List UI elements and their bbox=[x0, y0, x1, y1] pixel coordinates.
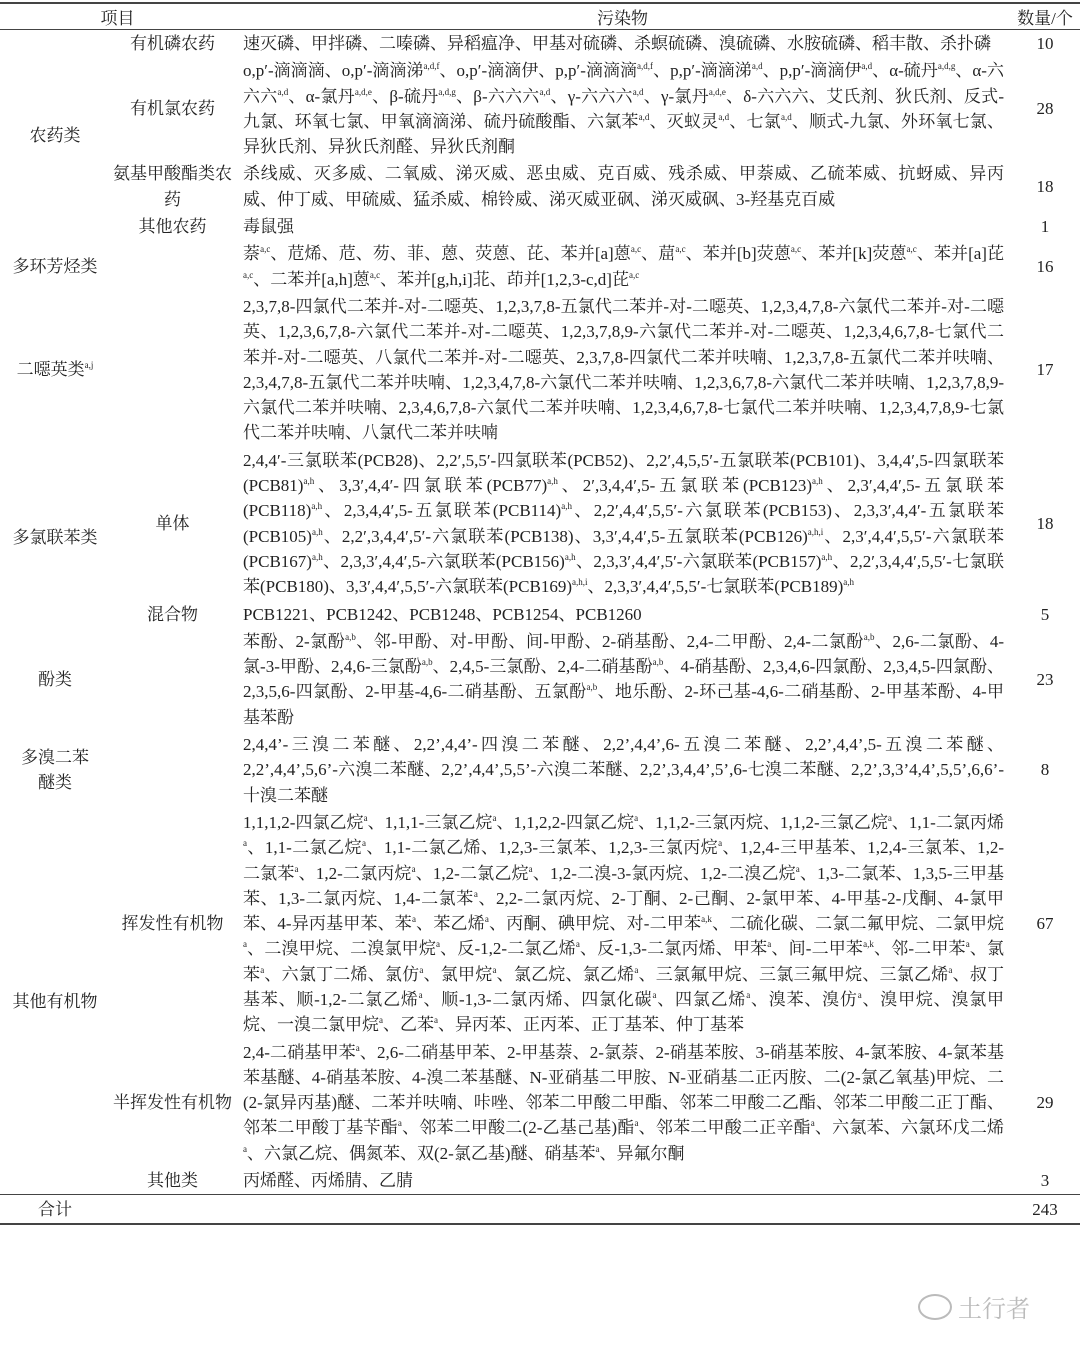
table-row bbox=[0, 731, 1080, 809]
pollutant-list: 2,4,4’-三溴二苯醚、2,2’,4,4’-四溴二苯醚、2,2’,4,4’,6-五溴二苯醚、2,2’,4,4’,5-五溴二苯醚、2,2’,4,4’,5,6’-六溴二苯醚、2,2’,4,4’,5,5’-六溴二苯醚、2,2’,3,4,4’,5’,6-七溴二苯醚、2,2’,3,3’4,4’,5,5’,6,6’-十溴二苯醚 bbox=[243, 735, 1004, 805]
footnote-marker: a,k bbox=[863, 939, 874, 950]
footnote-marker: a bbox=[379, 1015, 383, 1026]
count-cell: 67 bbox=[1036, 914, 1054, 934]
footnote-marker: a,h bbox=[311, 551, 323, 562]
footnote-marker: a,d bbox=[751, 61, 763, 72]
footnote-marker: a bbox=[767, 939, 772, 950]
count-cell: 3 bbox=[1040, 1171, 1050, 1191]
footnote-marker: a,d,g bbox=[937, 61, 956, 72]
footnote-marker: a,h bbox=[821, 551, 833, 562]
category-cell: 多氯联苯类 bbox=[12, 527, 98, 547]
footnote-marker: a,d bbox=[632, 86, 644, 97]
footnote-marker: a bbox=[363, 812, 368, 823]
total-label: 合计 bbox=[38, 1199, 72, 1219]
footnote-marker: a,c bbox=[675, 244, 686, 255]
table-row bbox=[0, 293, 1080, 447]
footnote-marker: a bbox=[746, 989, 751, 1000]
footnote-marker: a bbox=[810, 1118, 815, 1129]
subcategory-cell: 挥发性有机物 bbox=[121, 914, 224, 934]
footnote-marker: a,c bbox=[260, 244, 271, 255]
footnote-marker: a,h bbox=[547, 476, 558, 487]
table-row bbox=[0, 1167, 1080, 1195]
pollutant-list: 2,3,7,8-四氯代二苯并-对-二噁英、1,2,3,7,8-五氯代二苯并-对-二噁英、1,2,3,4,7,8-六氯代二苯并-对-二噁英、1,2,3,6,7,8-六氯代二苯并-对-二噁英、1,2,3,7,8,9-六氯代二苯并-对-二噁英、1,2,3,4,6,7,8-七氯代二苯并-对-二噁英、八氯代二苯并-对-二噁英、2,3,7,8-四氯代二苯并呋喃、1,2,3,7,8-五氯代二苯并呋喃、2,3,4,7,8-五氯代二苯并呋喃、1,2,3,4,7,8-六氯代二苯并呋喃、1,2,3,6,7,8-六氯代二苯并呋喃、1,2,3,7,8,9-六氯代二苯并呋喃、2,3,4,6,7,8-六氯代二苯并呋喃、1,2,3,4,6,7,8-七氯代二苯并呋喃、1,2,3,4,7,8,9-七氯代二苯并呋喃、八氯代二苯并呋喃 bbox=[243, 296, 1004, 443]
footnote-marker: a bbox=[411, 863, 416, 874]
footnote-marker: a bbox=[397, 1118, 402, 1129]
footnote-marker: a bbox=[634, 812, 639, 823]
footnote-marker: a bbox=[492, 964, 497, 975]
count-cell: 5 bbox=[1040, 604, 1050, 624]
count-cell: 1 bbox=[1040, 217, 1050, 237]
table-row bbox=[0, 447, 1080, 601]
category-cell: 酚类 bbox=[38, 669, 72, 689]
count-cell: 18 bbox=[1036, 177, 1054, 197]
footnote-marker: a,d bbox=[861, 61, 873, 72]
count-cell: 18 bbox=[1036, 513, 1054, 533]
subcategory-cell: 其他类 bbox=[147, 1171, 198, 1191]
footnote-marker: a bbox=[652, 989, 657, 1000]
count-cell: 16 bbox=[1036, 257, 1054, 277]
subcategory-cell bbox=[110, 293, 235, 447]
count-cell: 8 bbox=[1040, 760, 1050, 780]
footnote-marker: a bbox=[634, 964, 639, 975]
footnote-marker: a bbox=[355, 1042, 360, 1053]
footnote-marker: a bbox=[260, 964, 265, 975]
count-cell: 17 bbox=[1036, 360, 1054, 380]
table-header-row bbox=[0, 3, 1080, 30]
pollutant-list: 1,1,1,2-四氯乙烷$^a$、1,1,1-三氯乙烷$^a$、1,1,2,2-四氯乙烷$^a$、1,1,2-三氯丙烷、1,1,2-三氯乙烷$^a$、1,1-二氯丙烯$^a$、1,1-二氯乙烷$^a$、1,1-二氯乙烯、1,2,3-三氯苯、1,2,3-三氯丙烷$^a$、1,2,4-三甲基苯、1,2,4-三氯苯、1,2-二氯苯$^a$、1,2-二氯丙烷$^a$、1,2-二氯乙烷$^a$、1,2-二溴-3-氯丙烷、1,2-二溴乙烷$^a$、1,3-二氯苯、1,3,5-三甲基苯、1,3-二氯丙烷、1,4-二氯苯$^a$、2,2-二氯丙烷、2-丁酮、2-己酮、2-氯甲苯、4-甲基-2-戊酮、4-氯甲苯、4-异丙基甲苯、苯$^a$、苯乙烯$^a$、丙酮、碘甲烷、对-二甲苯$^{a,k}$、二硫化碳、二氯二氟甲烷、二氯甲烷$^a$、二溴甲烷、二溴氯甲烷$^a$、反-1,2-二氯乙烯$^a$、反-1,3-二氯丙烯、甲苯$^a$、间-二甲苯$^{a,k}$、邻-二甲苯$^a$、氯苯$^a$、六氯丁二烯、氯仿$^a$、氯甲烷$^a$、氯乙烷、氯乙烯$^a$、三氯氟甲烷、三氯三氟甲烷、三氯乙烯$^a$、叔丁基苯、顺-1,2-二氯乙烯$^a$、顺-1,3-二氯丙烯、四氯化碳$^a$、四氯乙烯$^a$、溴苯、溴仿$^a$、溴甲烷、溴氯甲烷、一溴二氯甲烷$^a$、乙苯$^a$、异丙苯、正丙苯、正丁基苯、仲丁基苯 bbox=[243, 812, 1005, 1035]
footnote-marker: a,d bbox=[638, 111, 650, 122]
footnote-marker: a,d,e bbox=[354, 86, 372, 97]
footnote-marker: a,h,i bbox=[807, 526, 824, 537]
footnote-marker: a bbox=[484, 914, 489, 925]
footnote-marker: a bbox=[412, 914, 416, 925]
footnote-marker: a bbox=[634, 1118, 639, 1129]
pollutant-list: 苯酚、2-氯酚$^{a,b}$、邻-甲酚、对-甲酚、间-甲酚、2-硝基酚、2,4-二甲酚、2,4-二氯酚$^{a,b}$、2,6-二氯酚、4-氯-3-甲酚、2,4,6-三氯酚$^{a,b}$、2,4,5-三氯酚、2,4-二硝基酚$^{a,b}$、4-硝基酚、2,3,4,6-四氯酚、2,3,4,5-四氯酚、2,3,5,6-四氯酚、2-甲基-4,6-二硝基酚、五氯酚$^{a,b}$、地乐酚、2-环己基-4,6-二硝基酚、2-甲基苯酚、4-甲基苯酚 bbox=[243, 631, 1005, 727]
total-count: 243 bbox=[1032, 1199, 1058, 1219]
pollutant-list: PCB1221、PCB1242、PCB1248、PCB1254、PCB1260 bbox=[243, 604, 642, 624]
footnote-marker: a,d,g bbox=[438, 86, 456, 97]
pollutant-table bbox=[0, 2, 1080, 1225]
subcategory-cell: 有机氯农药 bbox=[130, 99, 215, 119]
footnote-marker: a bbox=[361, 838, 366, 849]
footnote-marker: a bbox=[965, 939, 970, 950]
subcategory-cell: 其他农药 bbox=[138, 217, 207, 237]
count-cell: 10 bbox=[1036, 34, 1054, 53]
table-row bbox=[0, 213, 1080, 240]
footnote-marker: a bbox=[795, 863, 800, 874]
table-row bbox=[0, 160, 1080, 213]
footnote-marker: a bbox=[492, 812, 497, 823]
wechat-icon bbox=[918, 1294, 952, 1320]
total-row bbox=[0, 1195, 1080, 1225]
footnote-marker: a,h,i bbox=[571, 577, 588, 588]
count-cell: 23 bbox=[1036, 669, 1054, 689]
footnote-marker: a bbox=[575, 939, 580, 950]
footnote-marker: a,h bbox=[843, 577, 855, 588]
footnote-marker: a,h bbox=[812, 476, 823, 487]
table-row bbox=[0, 628, 1080, 731]
footnote-marker: a,b bbox=[863, 631, 875, 642]
footnote-marker: a,d,f bbox=[637, 61, 654, 72]
footnote-marker: a,k bbox=[701, 914, 712, 925]
footnote-marker: a,c bbox=[906, 244, 917, 255]
footnote-marker: a bbox=[435, 939, 440, 950]
pollutant-list: 丙烯醛、丙烯腈、乙腈 bbox=[243, 1171, 413, 1191]
footnote-marker: a bbox=[857, 989, 862, 1000]
table-row bbox=[0, 1039, 1080, 1167]
subcategory-cell: 单体 bbox=[155, 513, 190, 533]
table-row bbox=[0, 601, 1080, 628]
subcategory-cell: 半挥发性有机物 bbox=[113, 1093, 232, 1113]
subcategory-cell: 混合物 bbox=[147, 604, 198, 624]
subcategory-cell bbox=[110, 731, 235, 809]
footnote-marker: a bbox=[243, 1143, 247, 1154]
pollutant-list: 毒鼠强 bbox=[243, 217, 294, 237]
category-cell: 二噁英类$^{a,j}$ bbox=[16, 360, 94, 380]
footnote-marker: a,d,e bbox=[708, 86, 726, 97]
count-cell: 29 bbox=[1036, 1093, 1054, 1113]
footnote-marker: a,d bbox=[539, 86, 551, 97]
footnote-marker: a bbox=[418, 989, 423, 1000]
subcategory-cell bbox=[110, 240, 235, 293]
footnote-marker: a,d bbox=[277, 86, 289, 97]
category-cell: 多环芳烃类 bbox=[12, 257, 98, 277]
footnote-marker: a,c bbox=[630, 244, 642, 255]
pollutant-list: 2,4,4′-三氯联苯(PCB28)、2,2′,5,5′-四氯联苯(PCB52)、2,2′,4,5,5′-五氯联苯(PCB101)、3,4,4′,5-四氯联苯$(PCB81)^{a,h}$、3,3′,4,4′-四氯联苯$(PCB77)^{a,h}$、2′,3,4,4′,5-五氯联苯$(PCB123)^{a,h}$、2,3′,4,4′,5-五氯联苯$(PCB118)^{a,h}$、2,3,4,4′,5-五氯联苯$(PCB114)^{a,h}$、2,2′,4,4′,5,5′-六氯联苯(PCB153)、2,3,3′,4,4′-五氯联苯$(PCB105)^{a,h}$、2,2′,3,4,4′,5′-六氯联苯(PCB138)、3,3′,4,4′,5-五氯联苯$(PCB126)^{a,h,i}$、2,3′,4,4′,5,5′-六氯联苯$(PCB167)^{a,h}$、2,3,3′,4,4′,5-六氯联苯$(PCB156)^{a,h}$、2,3,3′,4,4′,5′-六氯联苯$(PCB157)^{a,h}$、2,2′,3,4,4′,5,5′-七氯联苯(PCB180)、3,3′,4,4′,5,5′-六氯联苯$(PCB169)^{a,h,i}$、2,3,3′,4,4′,5,5′-七氯联苯$(PCB189)^{a,h}$ bbox=[243, 450, 1004, 597]
table-row bbox=[0, 809, 1080, 1039]
table-row bbox=[0, 57, 1080, 160]
footnote-marker: a bbox=[243, 939, 247, 950]
pollutant-list: 萘$^{a,c}$、苊烯、苊、芴、菲、蒽、荧蒽、芘、苯并[a]蒽$^{a,c}$、䓛$^{a,c}$、苯并[b]荧蒽$^{a,c}$、苯并[k]荧蒽$^{a,c}$、苯并[a]芘$^{a,c}$、二苯并[a,h]蒽$^{a,c}$、苯并[g,h,i]苝、茚并[1,2,3-c,d]芘$^{a,c}$ bbox=[243, 244, 1005, 289]
footnote-marker: a bbox=[887, 812, 892, 823]
table-row bbox=[0, 30, 1080, 58]
footnote-marker: a,j bbox=[84, 360, 94, 371]
footnote-marker: a,c bbox=[369, 269, 381, 280]
table-row bbox=[0, 240, 1080, 293]
subcategory-cell bbox=[110, 628, 235, 731]
footnote-marker: a bbox=[948, 964, 953, 975]
pollutant-list: 杀线威、灭多威、二氧威、涕灭威、恶虫威、克百威、残杀威、甲萘威、乙硫苯威、抗蚜威、异丙威、仲丁威、甲硫威、猛杀威、棉铃威、涕灭威亚砜、涕灭威砜、3-羟基克百威 bbox=[243, 164, 1004, 209]
category-cell: 农药类 bbox=[29, 125, 81, 145]
footnote-marker: a,h bbox=[564, 551, 576, 562]
pollutant-list: o,p′-滴滴滴、o,p′-滴滴涕$^{a,d,f}$、o,p′-滴滴伊、p,p′-滴滴滴$^{a,d,f}$、p,p′-滴滴涕$^{a,d}$、p,p′-滴滴伊$^{a,d}$、α-硫丹$^{a,d,g}$、α-六六六$^{a,d}$、α-氯丹$^{a,d,e}$、β-硫丹$^{a,d,g}$、β-六六六$^{a,d}$、γ-六六六$^{a,d}$、γ-氯丹$^{a,d,e}$、δ-六六六、艾氏剂、狄氏剂、反式-九氯、环氧七氯、甲氧滴滴涕、硫丹硫酸酯、六氯苯$^{a,d}$、灭蚁灵$^{a,d}$、七氯$^{a,d}$、顺式-九氯、外环氧七氯、异狄氏剂、异狄氏剂醛、异狄氏剂酮 bbox=[243, 61, 1005, 157]
footnote-marker: a bbox=[473, 888, 478, 899]
footnote-marker: a bbox=[595, 1143, 600, 1154]
subcategory-cell: 有机磷农药 bbox=[130, 34, 215, 53]
footnote-marker: a bbox=[243, 838, 247, 849]
footnote-marker: a,b bbox=[586, 682, 598, 693]
footnote-marker: a bbox=[294, 863, 299, 874]
category-cell: 多溴二苯醚类 bbox=[21, 747, 89, 792]
footnote-marker: a bbox=[718, 838, 723, 849]
footnote-marker: a,b bbox=[652, 657, 664, 668]
footnote-marker: a,h bbox=[303, 476, 315, 487]
footnote-marker: a bbox=[434, 1015, 438, 1026]
header-item: 项目 bbox=[100, 9, 135, 28]
category-cell: 其他有机物 bbox=[12, 991, 98, 1011]
count-cell: 28 bbox=[1036, 99, 1054, 119]
footnote-marker: a,c bbox=[243, 269, 254, 280]
footnote-marker: a,c bbox=[790, 244, 802, 255]
footnote-marker: a,b bbox=[421, 657, 433, 668]
watermark bbox=[918, 1289, 1030, 1324]
pollutant-list: 速灭磷、甲拌磷、二嗪磷、异稻瘟净、甲基对硫磷、杀螟硫磷、溴硫磷、水胺硫磷、稻丰散、杀扑磷 bbox=[243, 34, 991, 53]
footnote-marker: a,c bbox=[628, 269, 640, 280]
footnote-marker: a,d,f bbox=[423, 61, 440, 72]
pollutant-list: 2,4-二硝基甲苯$^a$、2,6-二硝基甲苯、2-甲基萘、2-氯萘、2-硝基苯胺、3-硝基苯胺、4-氯苯胺、4-氯苯基苯基醚、4-硝基苯胺、4-溴二苯基醚、N-亚硝基二甲胺、N-亚硝基二正丙胺、二(2-氯乙氧基)甲烷、二(2-氯异丙基)醚、二苯并呋喃、咔唑、邻苯二甲酸二甲酯、邻苯二甲酸二乙酯、邻苯二甲酸二正丁酯、邻苯二甲酸丁基苄酯$^a$、邻苯二甲酸二(2-乙基己基)酯$^a$、邻苯二甲酸二正辛酯$^a$、六氯苯、六氯环戊二烯$^a$、六氯乙烷、偶氮苯、双(2-氯乙基)醚、硝基苯$^a$、异氟尔酮 bbox=[243, 1042, 1005, 1163]
header-pollutant: 污染物 bbox=[597, 9, 648, 28]
footnote-marker: a,h bbox=[311, 526, 323, 537]
header-count: 数量/个 bbox=[1017, 9, 1073, 28]
footnote-marker: a,b bbox=[345, 631, 356, 642]
footnote-marker: a,h bbox=[561, 501, 572, 512]
footnote-marker: a bbox=[419, 964, 424, 975]
watermark-text: 土行者 bbox=[958, 1297, 1030, 1323]
subcategory-cell: 氨基甲酸酯类农药 bbox=[113, 164, 232, 209]
footnote-marker: a,d bbox=[780, 111, 792, 122]
footnote-marker: a,h bbox=[311, 501, 323, 512]
footnote-marker: a bbox=[528, 863, 533, 874]
footnote-marker: a,d bbox=[718, 111, 730, 122]
